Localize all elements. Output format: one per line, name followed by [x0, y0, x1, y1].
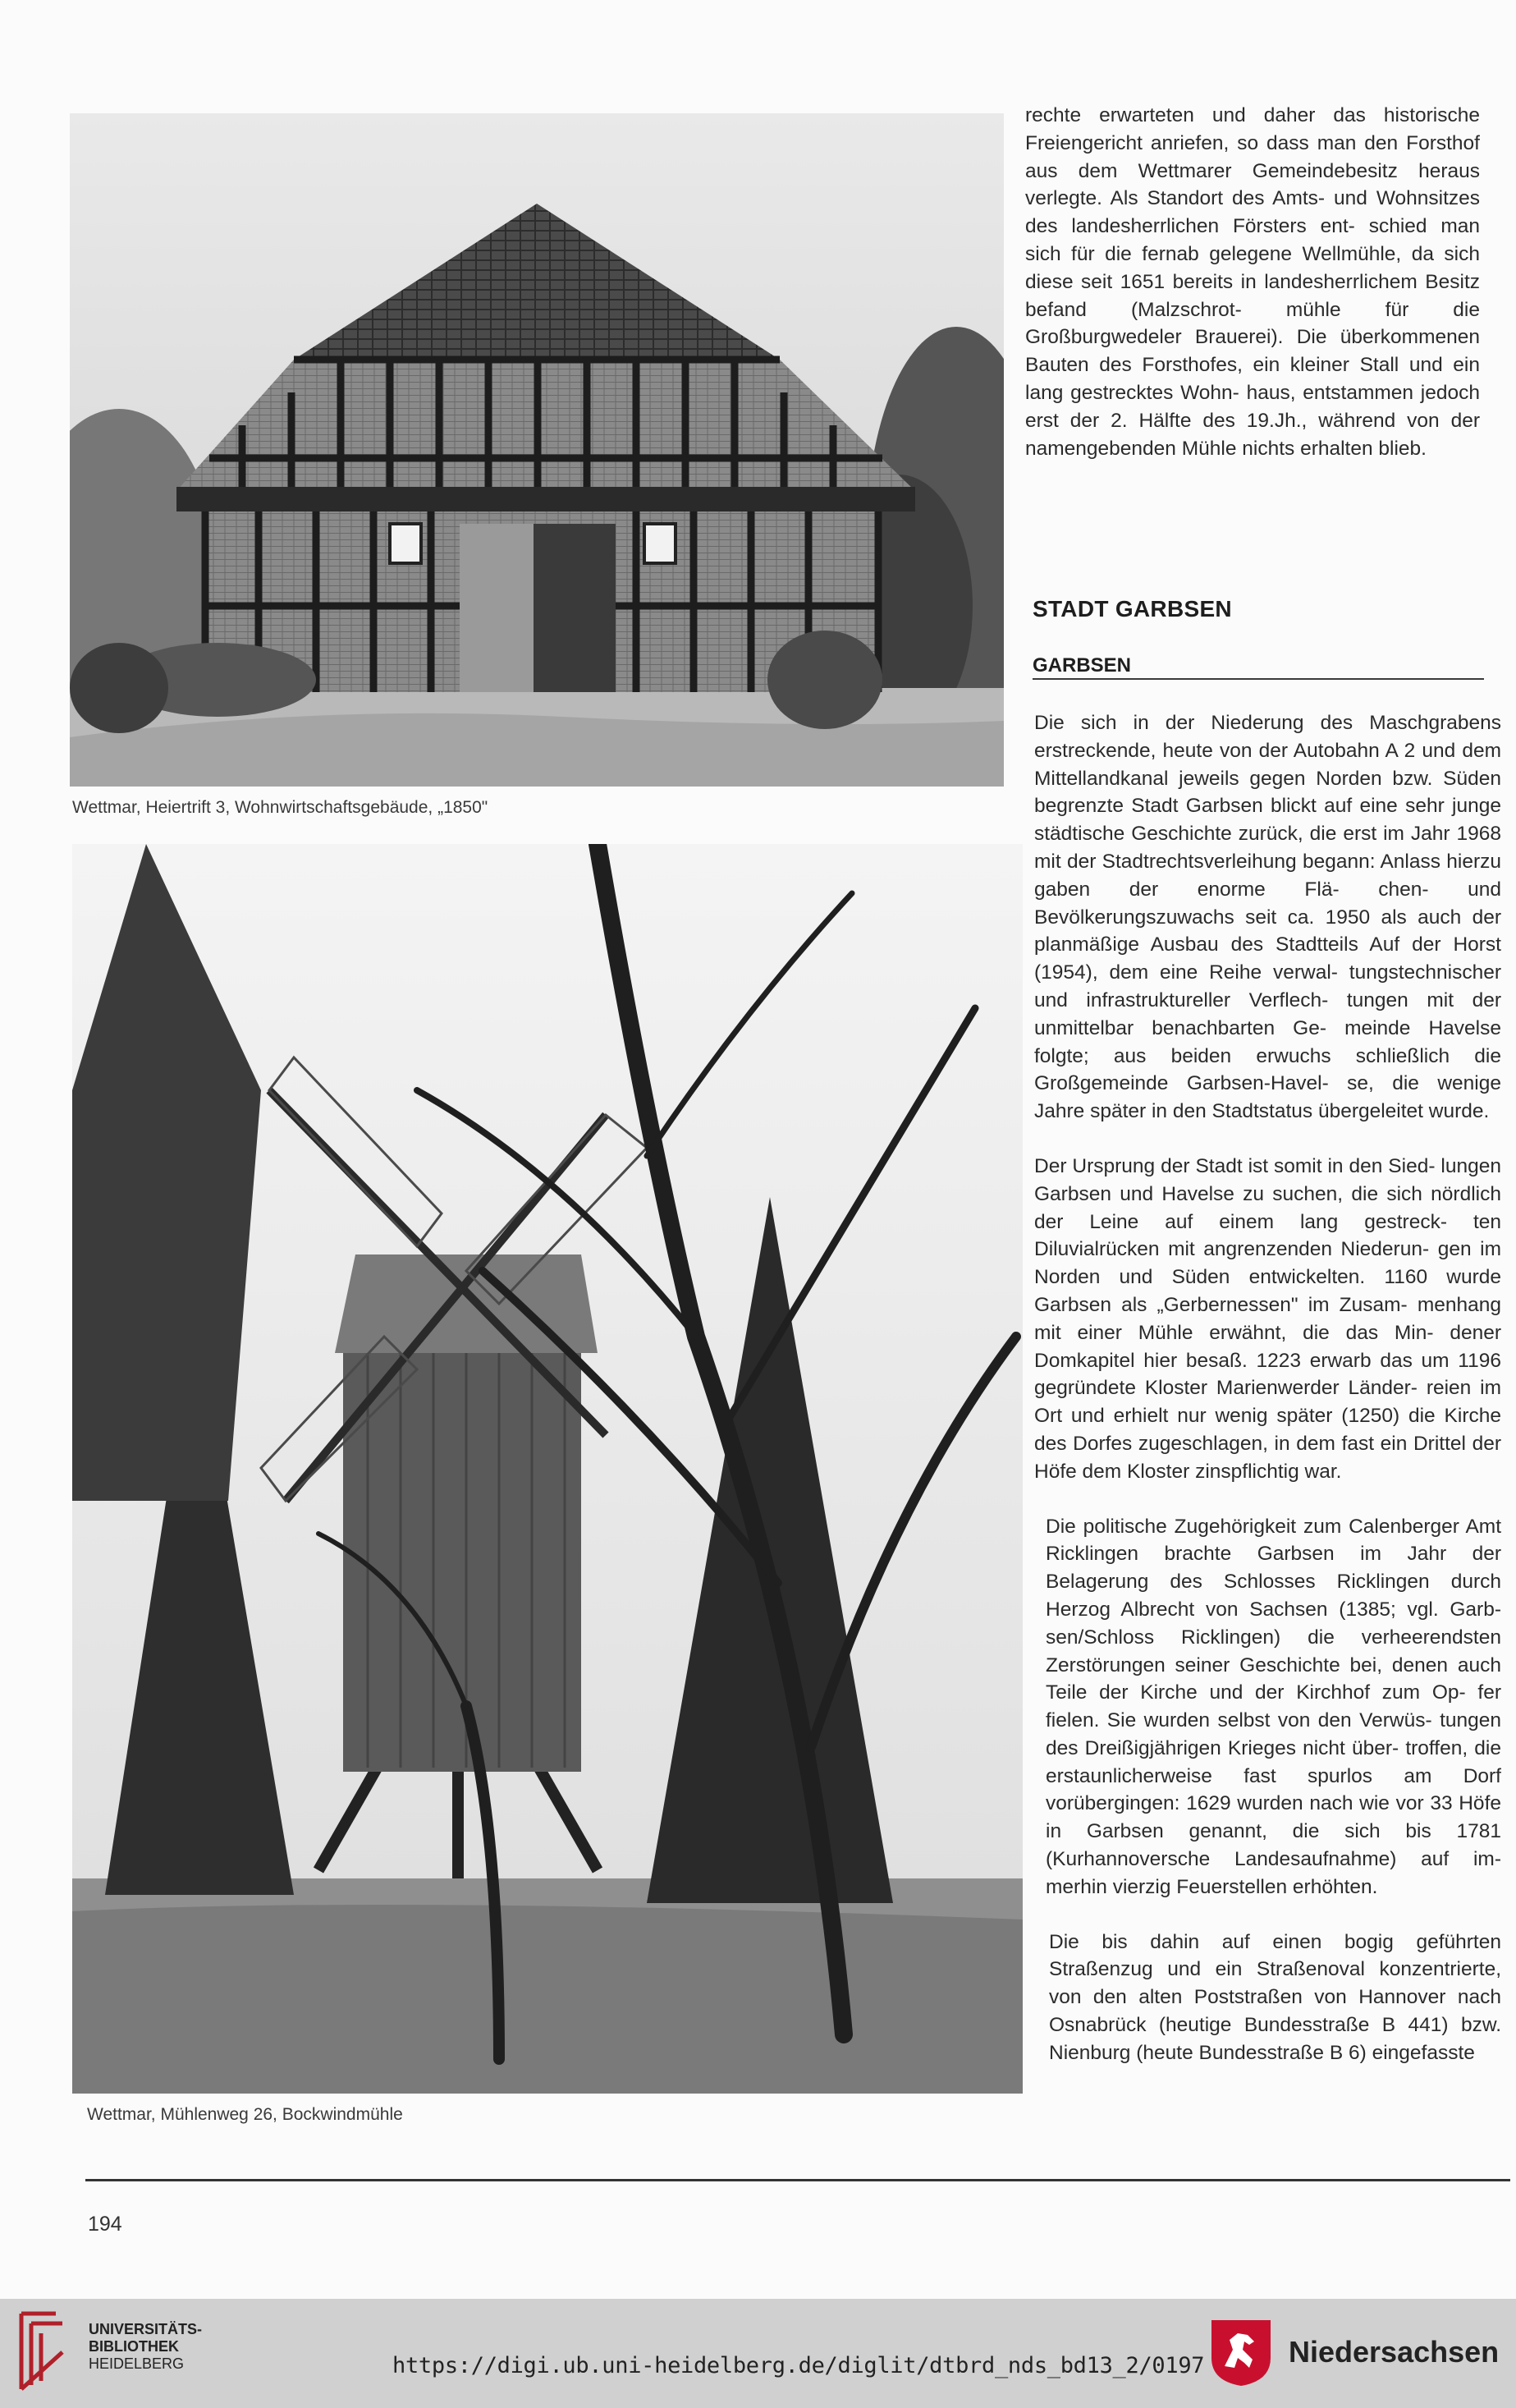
text-line: Die bis dahin auf einen bogig geführten: [1049, 1930, 1501, 1953]
text-line: haus, entstammen jedoch erst der 2. Hälfte des: [1025, 381, 1480, 432]
library-line: HEIDELBERG: [89, 2355, 185, 2372]
section-heading: STADT GARBSEN: [1033, 596, 1232, 621]
text-line: sen/Schloss Ricklingen) die verheerendsten: [1046, 1626, 1501, 1649]
text-line: Osnabrück (heutige Bundesstraße B 441) bzw.: [1049, 2014, 1501, 2037]
text-line: um 1196 gegründete Kloster Marienwerder Länder-: [1034, 1349, 1501, 1400]
text-line: Der Ursprung der Stadt ist somit in den Sied-: [1034, 1154, 1436, 1177]
text-line: sich nördlich der Leine auf einem lang gestreck-: [1034, 1182, 1501, 1233]
text-line: die Kirche des Dorfes zugeschlagen, in dem fast: [1034, 1405, 1501, 1455]
text-line: kleiner Stall und ein lang gestrecktes Wohn-: [1025, 354, 1480, 404]
text-line: tungstechnischer und infrastruktureller Verflech-: [1034, 961, 1501, 1011]
text-line: meinde Havelse folgte; aus beiden erwuchs: [1034, 1016, 1501, 1067]
footer-rule: [85, 2179, 1510, 2181]
text-line: Amt Ricklingen brachte Garbsen im Jahr der: [1046, 1515, 1501, 1566]
text-line: tungen mit der unmittelbar benachbarten Ge-: [1034, 988, 1501, 1039]
text-line: reien im Ort und erhielt nur wenig später (1250): [1034, 1377, 1501, 1428]
text-line: begann: Anlass hierzu gaben der enorme Flä-: [1034, 850, 1502, 901]
text-line: als auch der planmäßige Ausbau des Stadtteils: [1034, 906, 1501, 956]
windmill-illustration: [72, 844, 1023, 2094]
text-line: Herzog Albrecht von Sachsen (1385; vgl. Garb-: [1046, 1598, 1501, 1621]
text-line: Belagerung des Schlosses Ricklingen durch: [1046, 1571, 1501, 1594]
text-line: Zerstörungen seiner Geschichte bei, denen: [1046, 1653, 1458, 1676]
photo1-caption: Wettmar, Heiertrift 3, Wohnwirtschaftsgebäude, „1850": [72, 798, 488, 817]
text-line: Nienburg (heute Bundesstraße B 6) eingefasste: [1049, 2041, 1475, 2064]
state-name[interactable]: Niedersachsen: [1289, 2335, 1500, 2369]
text-line: mühle für die Großburgwedeler Brauerei). Die: [1025, 298, 1480, 349]
text-block-main: [1034, 709, 1501, 2094]
text-line: wurde Garbsen als „Gerbernessen" im Zusam-: [1034, 1266, 1501, 1316]
paragraph-1: [1034, 709, 1501, 1126]
text-line: Straßenzug und ein Straßenoval konzentrierte,: [1049, 1958, 1501, 1981]
text-line: von den alten Poststraßen von Hannover nach: [1049, 1986, 1501, 2009]
text-line: erstreckende, heute von der Autobahn A 2 und: [1034, 739, 1463, 762]
text-line: Freiengericht anriefen, so dass man den: [1025, 131, 1407, 154]
paragraph-3: [1034, 1513, 1501, 1901]
university-library-logo-icon[interactable]: [15, 2307, 72, 2397]
text-line: Wellmühle, da sich diese seit 1651 bereits in: [1025, 242, 1480, 293]
text-line: Süden begrenzte Stadt Garbsen blickt auf eine: [1034, 767, 1501, 818]
text-line: troffen, die erstaunlicherweise fast spurlos am: [1046, 1736, 1501, 1787]
text-line: heraus verlegte. Als Standort des Amts- und: [1025, 159, 1480, 210]
text-line: (Kurhannoversche Landesaufnahme) auf im-: [1046, 1848, 1501, 1871]
paragraph-2: [1034, 1153, 1501, 1486]
text-line: Die sich in der Niederung des Maschgrabens: [1034, 712, 1501, 734]
text-line: merhin vierzig Feuerstellen erhöhten.: [1046, 1875, 1378, 1898]
text-line: sehr junge städtische Geschichte zurück, die: [1034, 795, 1501, 846]
text-line: auch Teile der Kirche und der Kirchhof zum Op-: [1046, 1653, 1501, 1704]
text-line: überkommenen Bauten des Forsthofes, ein: [1025, 326, 1480, 377]
text-line: Forsthof aus dem Wettmarer Gemeindebesitz: [1025, 131, 1480, 182]
text-line: gen im Norden und Süden entwickelten. 1160: [1034, 1238, 1501, 1289]
text-line: ein Drittel der Höfe dem Kloster zinspflichtig war.: [1034, 1432, 1501, 1483]
document-url-link[interactable]: https://digi.ub.uni-heidelberg.de/diglit/dtbrd_nds_bd13_2/0197: [392, 2353, 1205, 2378]
text-line: Dorf vorübergingen: 1629 wurden nach wie vor: [1046, 1764, 1501, 1815]
text-line: 19.Jh., während von der namengebenden: [1025, 409, 1480, 460]
text-line: landesherrlichem Besitz befand (Malzschrot-: [1025, 270, 1480, 321]
library-line: UNIVERSITÄTS-: [89, 2321, 203, 2337]
text-line: se, die wenige Jahre später in den Stadtstatus: [1034, 1072, 1501, 1123]
text-line: Auf der Horst (1954), dem eine Reihe verwal-: [1034, 933, 1501, 984]
text-line: dem Mittellandkanal jeweils gegen Norden bzw.: [1034, 739, 1501, 790]
text-line: tungen des Dreißigjährigen Krieges nicht über-: [1046, 1709, 1501, 1759]
text-line: menhang mit einer Mühle erwähnt, die das Min-: [1034, 1293, 1501, 1344]
text-block-top: [1025, 102, 1480, 462]
text-line: dener Domkapitel hier besaß. 1223 erwarb das: [1034, 1321, 1501, 1372]
text-line: Wohnsitzes des landesherrlichen Försters ent-: [1025, 187, 1480, 238]
text-line: Mühle nichts erhalten blieb.: [1181, 437, 1427, 460]
library-line: BIBLIOTHEK: [89, 2338, 179, 2355]
niedersachsen-horse-crest-icon[interactable]: [1208, 2317, 1274, 2387]
page-number: 194: [88, 2213, 122, 2236]
text-line: fer fielen. Sie wurden selbst von den Verwüs-: [1046, 1681, 1501, 1732]
subsection-heading: GARBSEN: [1033, 654, 1132, 677]
photo-farmhouse: [70, 113, 1004, 787]
paragraph-continued: [1025, 102, 1480, 462]
paragraph-4: [1034, 1929, 1501, 2067]
text-line: rechte erwarteten und daher das historische: [1025, 104, 1480, 126]
photo2-caption: Wettmar, Mühlenweg 26, Bockwindmühle: [87, 2105, 403, 2124]
photo-windmill: [72, 844, 1023, 2094]
text-line: schließlich die Großgemeinde Garbsen-Havel-: [1034, 1044, 1501, 1095]
text-line: lungen Garbsen und Havelse zu suchen, die: [1034, 1154, 1501, 1205]
text-line: erst im Jahr 1968 mit der Stadtrechtsverleihung: [1034, 823, 1501, 873]
university-library-name[interactable]: [89, 2321, 202, 2373]
subsection-rule: [1033, 678, 1484, 680]
farmhouse-illustration: [70, 113, 1004, 787]
text-line: ten Diluvialrücken mit angrenzenden Niederun-: [1034, 1210, 1501, 1261]
text-line: schied man sich für die fernab gelegene: [1025, 215, 1480, 265]
text-line: Die politische Zugehörigkeit zum Calenberger: [1046, 1515, 1466, 1538]
text-line: 33 Höfe in Garbsen genannt, die sich bis 1781: [1046, 1792, 1501, 1843]
text-line: chen- und Bevölkerungszuwachs seit ca. 1950: [1034, 878, 1501, 929]
text-line: übergeleitet wurde.: [1317, 1100, 1490, 1123]
